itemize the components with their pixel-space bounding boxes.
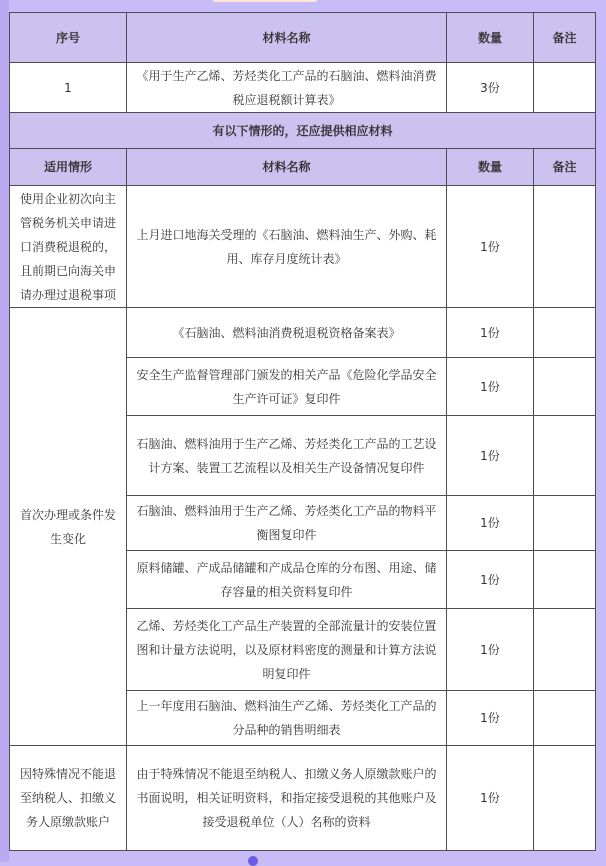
row-material-name: 安全生产监督管理部门颁发的相关产品《危险化学品安全生产许可证》复印件 [127,358,447,416]
table-row [10,308,596,358]
table-row [10,63,596,113]
header-index: 序号 [10,13,127,63]
header-quantity: 数量 [447,13,534,63]
table-header-row [10,13,596,63]
top-decor-tab [212,0,318,2]
section-title: 有以下情形的，还应提供相应材料 [10,113,596,149]
row-note [534,416,596,496]
row-material-name: 上月进口地海关受理的《石脑油、燃料油生产、外购、耗用、库存月度统计表》 [127,186,447,308]
row-material-name: 石脑油、燃料油用于生产乙烯、芳烃类化工产品的物料平衡图复印件 [127,496,447,551]
row-note [534,308,596,358]
header-condition: 适用情形 [10,149,127,186]
row-quantity: 1份 [447,186,534,308]
row-quantity: 1份 [447,416,534,496]
row-quantity: 1份 [447,609,534,691]
condition-cell: 首次办理或条件发生变化 [10,308,127,746]
header-note-2: 备注 [534,149,596,186]
materials-table [9,12,596,851]
row-quantity: 1份 [447,308,534,358]
row-quantity: 3份 [447,63,534,113]
condition-cell: 使用企业初次向主管税务机关申请进口消费税退税的，且前期已向海关申请办理过退税事项 [10,186,127,308]
row-quantity: 1份 [447,358,534,416]
row-material-name: 由于特殊情况不能退至纳税人、扣缴义务人原缴款账户的书面说明，相关证明资料，和指定接受退税的其他账户及接受退税单位（人）名称的资料 [127,746,447,851]
header-note: 备注 [534,13,596,63]
row-quantity: 1份 [447,691,534,746]
table-header-row-2 [10,149,596,186]
bottom-decor-dot [248,856,258,866]
row-note [534,186,596,308]
row-material-name: 《用于生产乙烯、芳烃类化工产品的石脑油、燃料油消费税应退税额计算表》 [127,63,447,113]
row-note [534,551,596,609]
header-material-name-2: 材料名称 [127,149,447,186]
row-note [534,63,596,113]
table-row [10,186,596,308]
row-material-name: 石脑油、燃料油用于生产乙烯、芳烃类化工产品的工艺设计方案、装置工艺流程以及相关生产设备情况复印件 [127,416,447,496]
condition-cell: 因特殊情况不能退至纳税人、扣缴义务人原缴款账户 [10,746,127,851]
row-quantity: 1份 [447,746,534,851]
header-material-name: 材料名称 [127,13,447,63]
row-material-name: 原料储罐、产成品储罐和产成品仓库的分布图、用途、储存容量的相关资料复印件 [127,551,447,609]
table-row [10,746,596,851]
row-note [534,746,596,851]
row-note [534,691,596,746]
row-index: 1 [10,63,127,113]
section-row [10,113,596,149]
row-material-name: 乙烯、芳烃类化工产品生产装置的全部流量计的安装位置图和计量方法说明，以及原材料密度的测量和计算方法说明复印件 [127,609,447,691]
row-note [534,358,596,416]
row-quantity: 1份 [447,496,534,551]
row-material-name: 《石脑油、燃料油消费税退税资格备案表》 [127,308,447,358]
row-note [534,609,596,691]
row-quantity: 1份 [447,551,534,609]
row-material-name: 上一年度用石脑油、燃料油生产乙烯、芳烃类化工产品的分品种的销售明细表 [127,691,447,746]
header-quantity-2: 数量 [447,149,534,186]
row-note [534,496,596,551]
left-decor-strip [0,0,9,862]
